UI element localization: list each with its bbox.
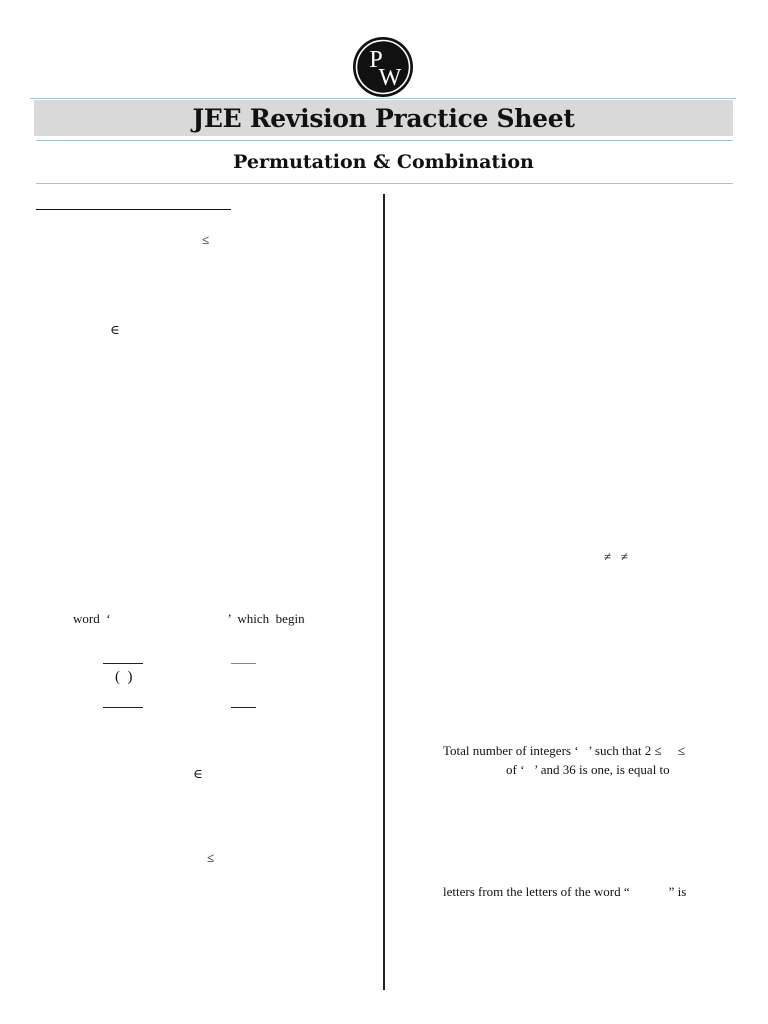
column-divider: [383, 194, 385, 990]
sheet-title: JEE Revision Practice Sheet: [34, 100, 733, 136]
parenthesis-pair: ( ): [115, 669, 133, 685]
section-heading-underline: [36, 209, 231, 210]
sheet-subtitle: Permutation & Combination: [233, 151, 534, 173]
fraction-bar: [103, 707, 143, 708]
pw-logo-icon: [352, 36, 414, 98]
leq-symbol: ≤: [207, 850, 215, 865]
word-begin-fragment: word ‘ ’ which begin: [73, 611, 305, 626]
subtitle-top-rule: [36, 140, 733, 141]
fraction-bar: [103, 663, 143, 664]
subtitle-bottom-rule: [36, 183, 733, 184]
not-equal-symbols: ≠ ≠: [604, 549, 629, 564]
letters-question-line: letters from the letters of the word “ ” is: [443, 884, 687, 899]
element-of-symbol: ∈: [110, 322, 120, 337]
integers-question-line-1: Total number of integers ‘ ’ such that 2 ≤ ≤: [443, 743, 686, 758]
element-of-symbol: ∈: [193, 766, 203, 781]
top-rule: [30, 98, 736, 99]
logo-letter-bottom: W: [378, 65, 402, 91]
fraction-bar: [231, 707, 256, 708]
logo-letter-top: P: [369, 47, 383, 73]
leq-symbol: ≤: [202, 232, 210, 247]
integers-question-line-2: of ‘ ’ and 36 is one, is equal to: [506, 762, 670, 777]
pw-logo: [352, 36, 414, 98]
fraction-bar: [231, 663, 256, 664]
